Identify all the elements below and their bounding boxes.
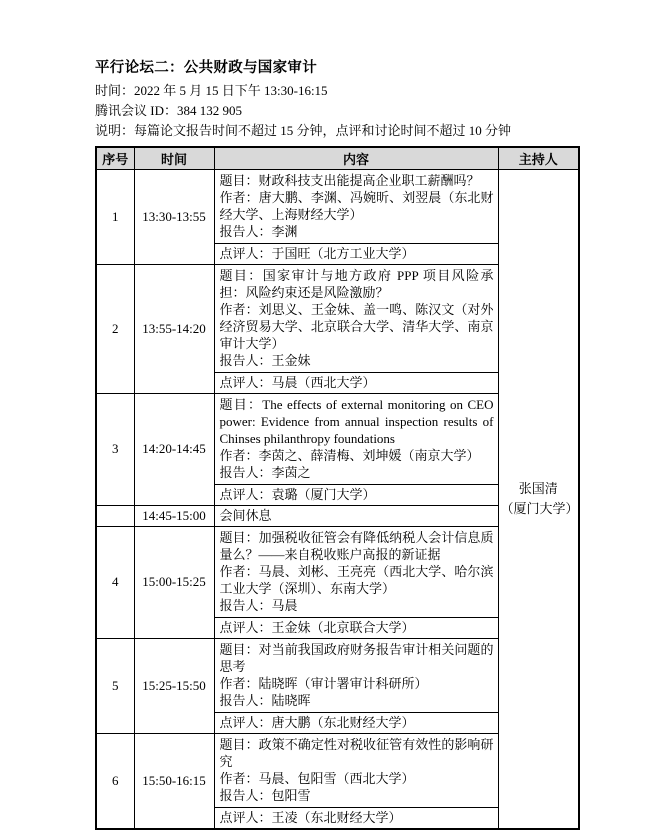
col-header-no: 序号 (96, 147, 134, 169)
session-6-time: 15:50-16:15 (134, 733, 214, 829)
session-5-content (214, 638, 498, 712)
session-3-time: 14:20-14:45 (134, 393, 214, 505)
session-3-authors: 作者：李茵之、薛清梅、刘坤媛（南京大学） (219, 447, 480, 463)
session-1-title: 题目：财政科技支出能提高企业职工薪酬吗？ (219, 172, 480, 188)
session-5-no: 5 (96, 638, 134, 733)
session-4-authors: 作者：马晨、刘彬、王亮亮（西北大学、哈尔滨工业大学（深圳）、东南大学） (219, 563, 494, 596)
session-3-title: 题目：The effects of external monitoring on CEO power: Evidence from annual inspection results of Chinses philanthropy foundations (219, 396, 494, 446)
schedule-table (95, 146, 580, 830)
session-2-no: 2 (96, 264, 134, 393)
session-5-time: 15:25-15:50 (134, 638, 214, 733)
session-4-presenter: 报告人：马晨 (219, 597, 298, 613)
session-2-content (214, 264, 498, 372)
session-5-discussant: 点评人：唐大鹏（东北财经大学） (214, 712, 498, 733)
session-2-time: 13:55-14:20 (134, 264, 214, 393)
session-1-presenter: 报告人：李渊 (219, 223, 298, 239)
session-5-authors: 作者：陆晓晖（审计署审计科研所） (219, 675, 428, 691)
table-header-row (96, 147, 579, 169)
col-header-content: 内容 (214, 147, 498, 169)
info-meeting-id: 腾讯会议 ID：384 132 905 (95, 103, 242, 118)
session-1-no: 1 (96, 169, 134, 264)
session-2-discussant: 点评人：马晨（西北大学） (214, 372, 498, 393)
session-1-authors: 作者：唐大鹏、李渊、冯婉昕、刘翌晨（东北财经大学、上海财经大学） (219, 189, 494, 222)
session-6-no: 6 (96, 733, 134, 829)
break-no-cell (96, 505, 134, 526)
session-1-discussant: 点评人：于国旺（北方工业大学） (214, 243, 498, 264)
moderator-cell (498, 169, 579, 829)
session-5-presenter: 报告人：陆晓晖 (219, 692, 311, 708)
session-3-discussant: 点评人：袁璐（厦门大学） (214, 484, 498, 505)
session-4-no: 4 (96, 526, 134, 638)
session-1-content (214, 169, 498, 243)
session-4-content (214, 526, 498, 617)
page-title: 平行论坛二：公共财政与国家审计 (95, 60, 317, 76)
moderator-name: 张国清 (518, 480, 558, 496)
session-2-presenter: 报告人：王金妹 (219, 352, 311, 368)
session-2-authors: 作者：刘思义、王金妹、盖一鸣、陈汉文（对外经济贸易大学、北京联合大学、清华大学、南京审计大学） (219, 301, 494, 351)
break-label: 会间休息 (214, 505, 498, 526)
col-header-moderator: 主持人 (498, 147, 579, 169)
session-6-presenter: 报告人：包阳雪 (219, 787, 311, 803)
session-2-title: 题目：国家审计与地方政府 PPP 项目风险承担：风险约束还是风险激励？ (219, 267, 494, 300)
session-4-discussant: 点评人：王金妹（北京联合大学） (214, 617, 498, 638)
info-note: 说明：每篇论文报告时间不超过 15 分钟，点评和讨论时间不超过 10 分钟 (95, 123, 512, 138)
session-3-presenter: 报告人：李茵之 (219, 464, 311, 480)
session-6-discussant: 点评人：王凌（东北财经大学） (214, 807, 498, 829)
info-time: 时间：2022 年 5 月 15 日下午 13:30-16:15 (95, 83, 328, 98)
break-time: 14:45-15:00 (134, 505, 214, 526)
session-5-title: 题目：对当前我国政府财务报告审计相关问题的思考 (219, 641, 494, 674)
session-4-title: 题目：加强税收征管会有降低纳税人会计信息质量么？——来自税收账户高报的新证据 (219, 529, 494, 562)
document-page (95, 58, 578, 830)
col-header-time: 时间 (134, 147, 214, 169)
session-1-time: 13:30-13:55 (134, 169, 214, 264)
session-4-time: 15:00-15:25 (134, 526, 214, 638)
session-6-title: 题目：政策不确定性对税收征管有效性的影响研究 (219, 736, 494, 769)
session-3-no: 3 (96, 393, 134, 505)
table-row-session-1 (96, 169, 579, 243)
session-3-content (214, 393, 498, 484)
moderator-affiliation: （厦门大学） (500, 500, 579, 516)
session-6-authors: 作者：马晨、包阳雪（西北大学） (219, 770, 415, 786)
session-6-content (214, 733, 498, 807)
